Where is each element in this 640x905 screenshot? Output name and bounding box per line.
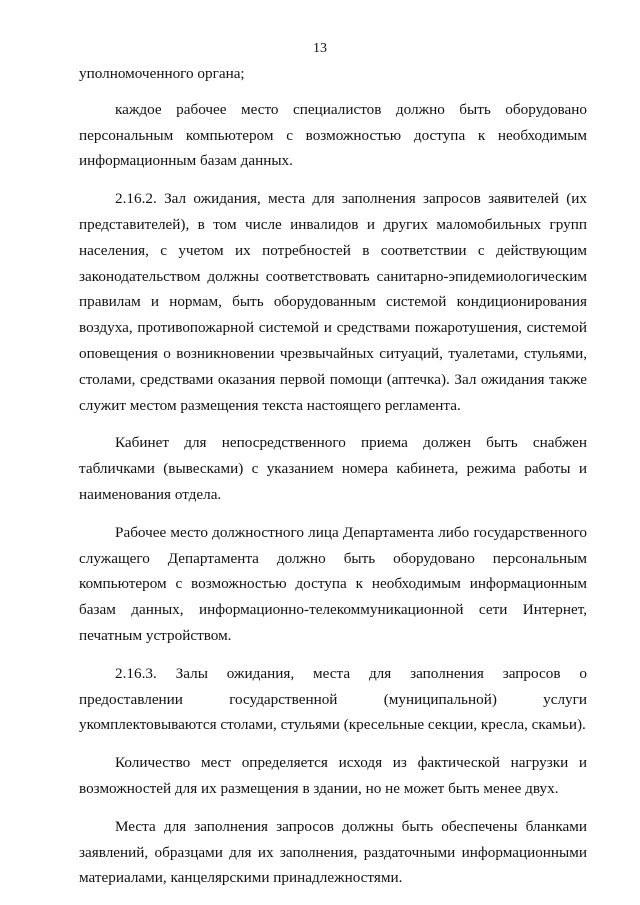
paragraph-7: Количество мест определяется исходя из фактической нагрузки и возможностей для их размещения в здании, но не может быть менее двух. [79,754,587,797]
paragraph-6: 2.16.3. Залы ожидания, места для заполнения запросов о предоставлении государственной (муниципальной) услуги укомплектовываются столами, стульями (кресельные секции, кресла, скамьи). [79,664,587,734]
paragraph-4: Кабинет для непосредственного приема должен быть снабжен табличками (вывесками) с указанием номера кабинета, режима работы и наименования отдела. [79,434,587,503]
paragraph-5: Рабочее место должностного лица Департамента либо государственного служащего Департамента должно быть оборудовано персональным компьютером с возможностью доступа к необходимым информационным базам данных, информационно-телекоммуникационной сети Интернет, печатным устройством. [79,523,587,644]
paragraph-3: 2.16.2. Зал ожидания, места для заполнения запросов заявителей (их представителей), в том числе инвалидов и других маломобильных групп населения, с учетом их потребностей в соответствии с действующим законодательством должны соответствовать санитарно-эпидемиологическим правилам и нормам, быть оборудованным системой кондиционирования воздуха, противопожарной системой и средствами пожаротушения, системой оповещения о возникновении чрезвычайных ситуаций, туалетами, стульями, столами, средствами оказания первой помощи (аптечка). Зал ожидания также служит местом размещения текста настоящего регламента. [79,190,587,414]
paragraph-1: уполномоченного органа; [79,65,245,82]
document-body [79,61,587,891]
page-number: 13 [313,41,327,56]
paragraph-8: Места для заполнения запросов должны быть обеспечены бланками заявлений, образцами для их заполнения, раздаточными информационными материалами, канцелярскими принадлежностями. [79,817,587,887]
paragraph-2: каждое рабочее место специалистов должно быть оборудовано персональным компьютером с возможностью доступа к необходимым информационным базам данных. [79,100,587,170]
